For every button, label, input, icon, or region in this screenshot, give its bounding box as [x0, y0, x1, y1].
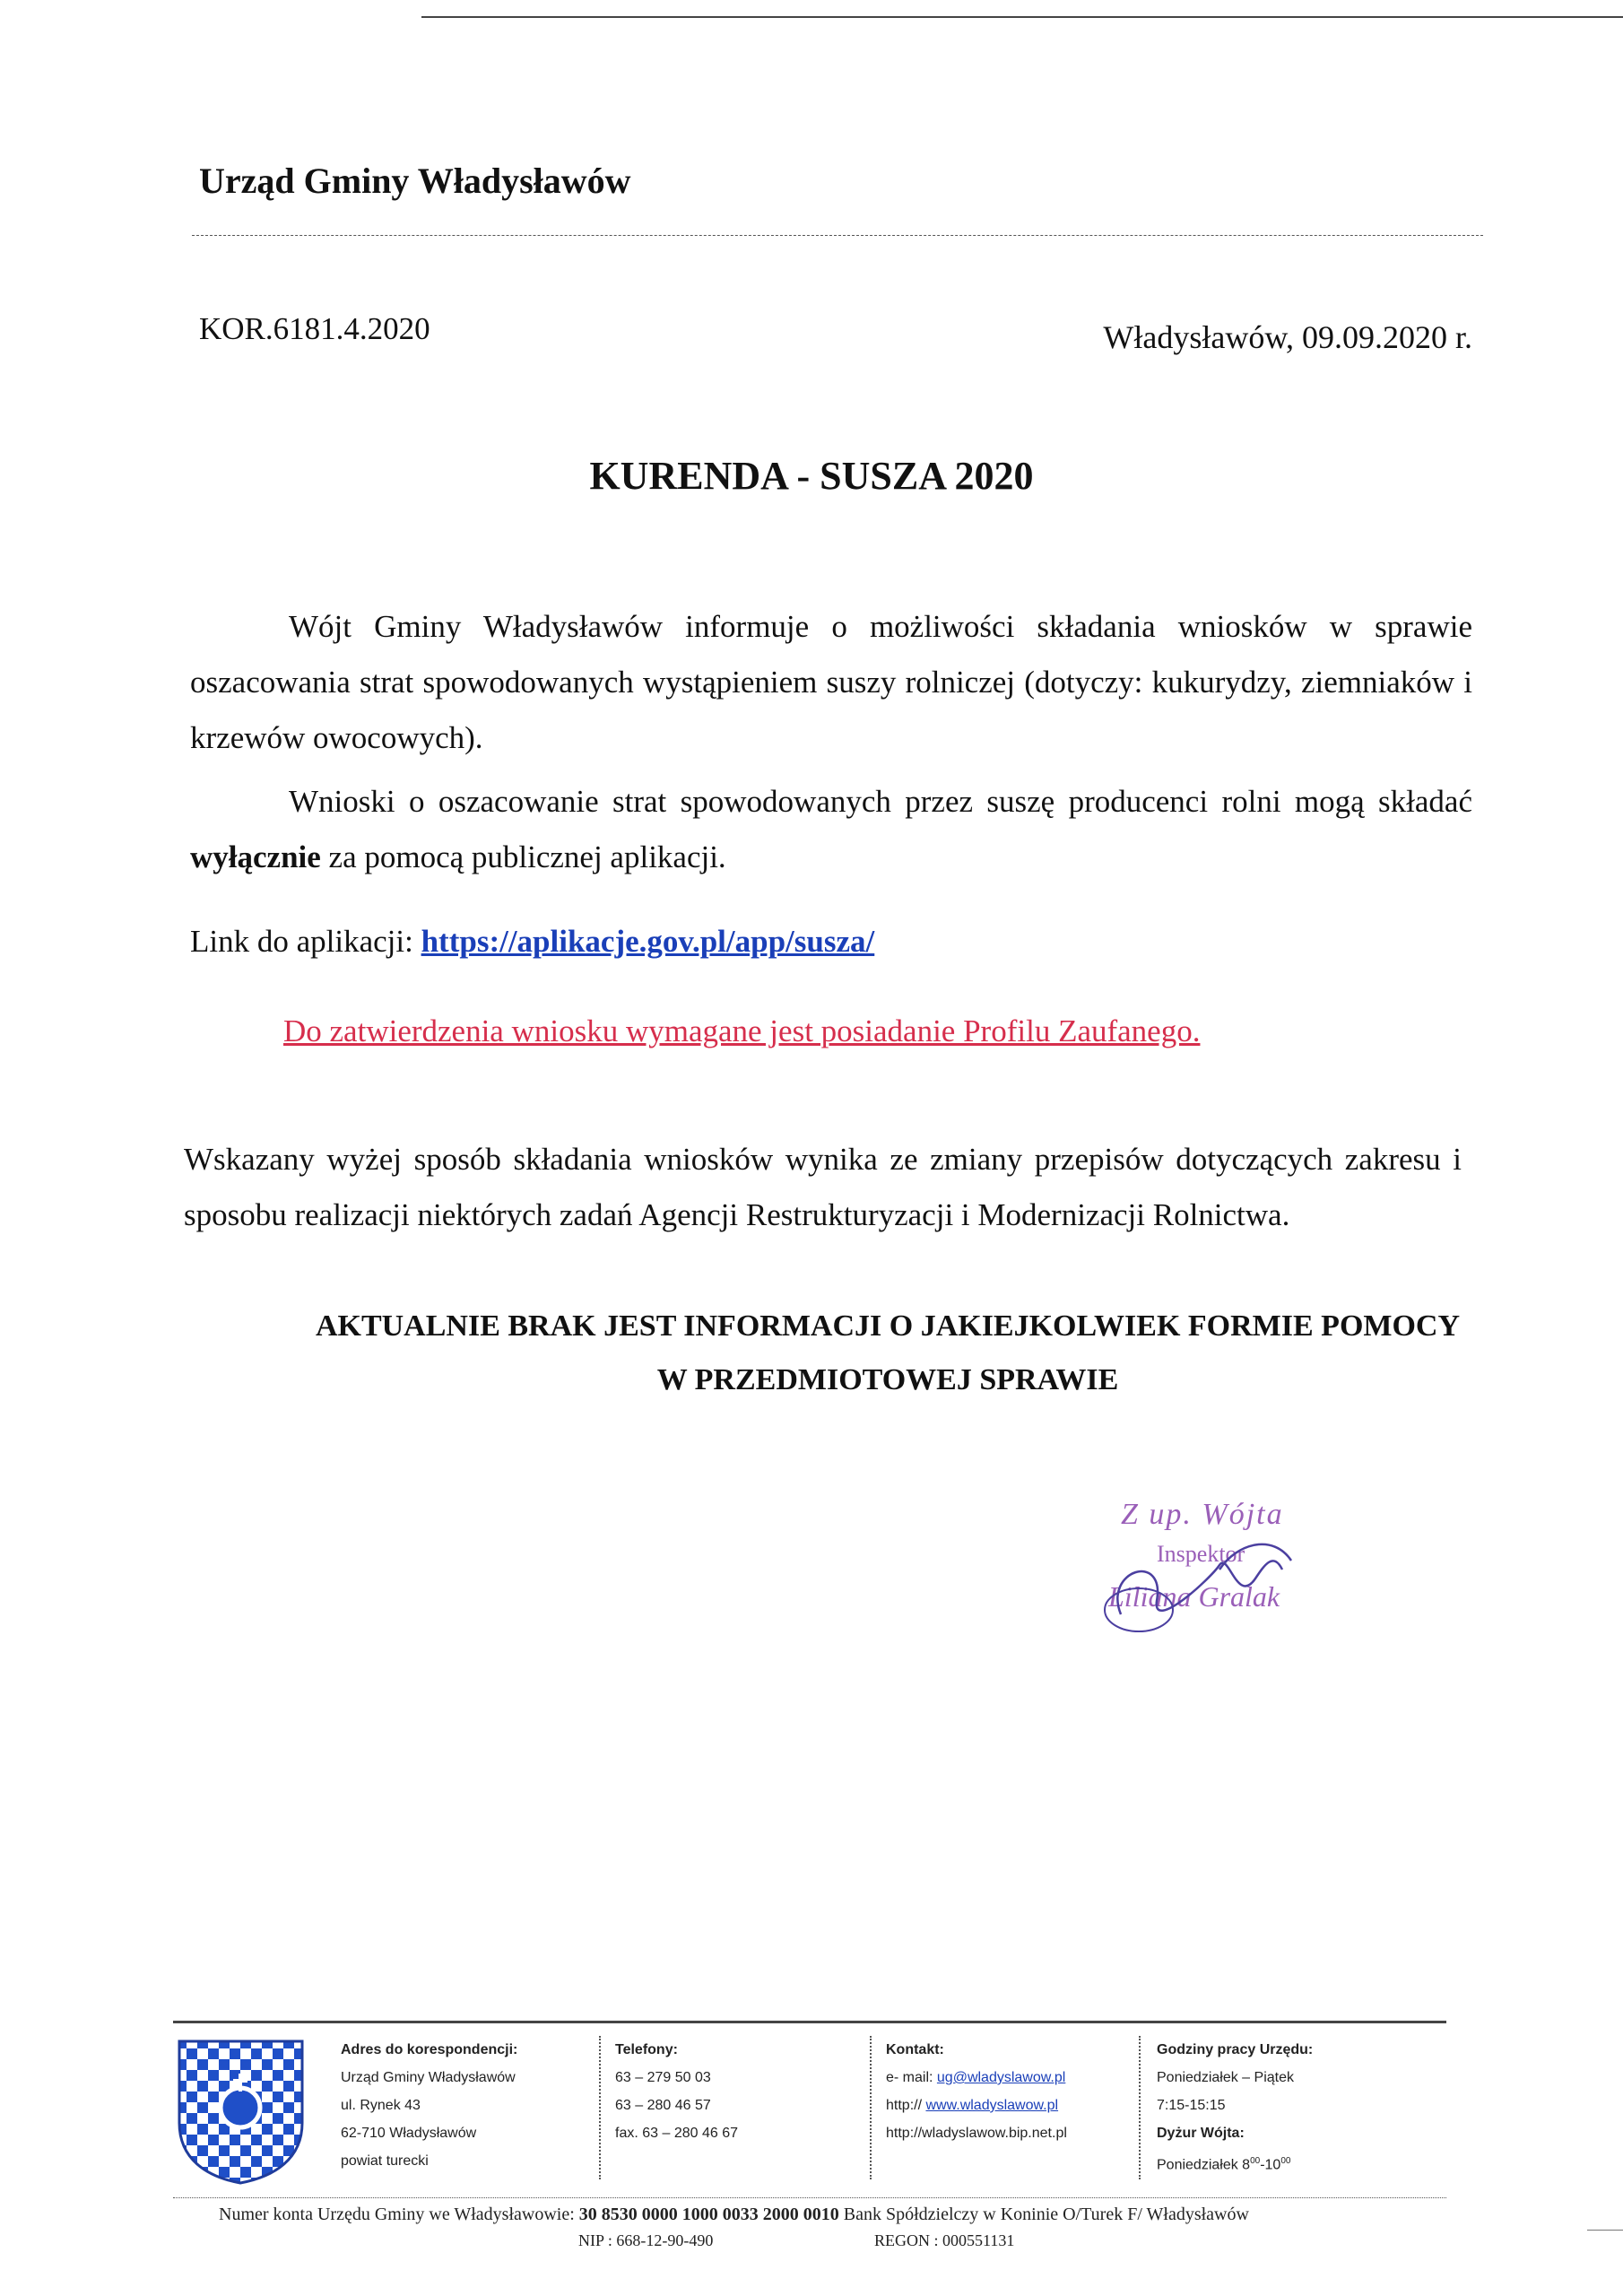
signature-stamp [1085, 1498, 1318, 1641]
stamp-line-1: Z up. Wójta [1121, 1498, 1284, 1531]
bank-prefix: Numer konta Urzędu Gminy we Władysławowie: [219, 2205, 579, 2224]
footer-top-rule [173, 2021, 1446, 2023]
website-link[interactable]: www.wladyslawow.pl [925, 2098, 1059, 2113]
www-label: http:// [886, 2098, 926, 2113]
caps-line-2: W PRZEDMIOTOWEJ SPRAWIE [656, 1363, 1119, 1396]
bip-link[interactable]: http://wladyslawow.bip.net.pl [886, 2126, 1067, 2141]
place-date: Władysławów, 09.09.2020 r. [1103, 319, 1472, 355]
duty-hours [1157, 2147, 1313, 2179]
paragraph-applications-end: za pomocą publicznej aplikacji. [320, 839, 726, 874]
bank-suffix: Bank Spółdzielczy w Koninie O/Turek F/ Władysławów [838, 2205, 1249, 2224]
email-link[interactable]: ug@wladyslawow.pl [936, 2070, 1066, 2085]
phone-line: 63 – 279 50 03 [615, 2070, 711, 2085]
footer-contact [886, 2036, 1067, 2147]
footer-separator-3 [1139, 2036, 1141, 2179]
document-title: KURENDA - SUSZA 2020 [589, 454, 1034, 498]
address-line: ul. Rynek 43 [341, 2098, 421, 2113]
footer-separator-1 [599, 2036, 601, 2179]
trusted-profile-notice: Do zatwierdzenia wniosku wymagane jest posiadanie Profilu Zaufanego. [283, 1013, 1201, 1048]
address-line: 62-710 Władysławów [341, 2126, 477, 2141]
municipality-crest-icon [176, 2038, 306, 2186]
phone-line: 63 – 280 46 57 [615, 2098, 711, 2113]
paragraph-intro: Wójt Gminy Władysławów informuje o możliwości składania wniosków w sprawie oszacowania strat spowodowanych wystąpieniem suszy rolniczej (dotyczy: kukurydzy, ziemniaków i krzewów owocowych). [190, 609, 1472, 755]
link-line [190, 924, 874, 960]
address-heading: Adres do korespondencji: [341, 2042, 518, 2057]
application-link[interactable]: https://aplikacje.gov.pl/app/susza/ [421, 924, 875, 959]
emphasis-exclusively: wyłącznie [190, 839, 321, 874]
footer-phones [615, 2036, 738, 2147]
duty-to-hour: -10 [1260, 2157, 1281, 2173]
stamp-line-2: Inspektor [1157, 1541, 1245, 1567]
duty-day: Poniedziałek 8 [1157, 2157, 1251, 2173]
address-line: Urząd Gminy Władysławów [341, 2070, 516, 2085]
contact-heading: Kontakt: [886, 2042, 944, 2057]
duty-from-minutes: 00 [1250, 2156, 1261, 2166]
paragraph-applications [190, 774, 1472, 885]
hours-days: Poniedziałek – Piątek [1157, 2070, 1294, 2085]
address-line: powiat turecki [341, 2153, 429, 2169]
footer-hours [1157, 2036, 1313, 2179]
hours-heading: Godziny pracy Urzędu: [1157, 2042, 1314, 2057]
caps-line-1: AKTUALNIE BRAK JEST INFORMACJI O JAKIEJKOLWIEK FORMIE POMOCY [315, 1309, 1461, 1343]
bank-account-number: 30 8530 0000 1000 0033 2000 0010 [578, 2205, 839, 2224]
header-divider [192, 235, 1483, 236]
hours-time: 7:15-15:15 [1157, 2098, 1226, 2113]
nip-number: NIP : 668-12-90-490 [578, 2231, 714, 2249]
handwritten-signature [1085, 1516, 1318, 1641]
duty-to-minutes: 00 [1280, 2156, 1291, 2166]
paragraph-regulations: Wskazany wyżej sposób składania wniosków wynika ze zmiany przepisów dotyczących zakresu i sposobu realizacji niektórych zadań Agencji Restrukturyzacji i Modernizacji Rolnictwa. [184, 1142, 1462, 1232]
email-label: e- mail: [886, 2070, 937, 2085]
paragraph-applications-start: Wnioski o oszacowanie strat spowodowanych przez suszę producenci rolni mogą składać [289, 784, 1472, 819]
phones-heading: Telefony: [615, 2042, 678, 2057]
top-rule [421, 16, 1623, 18]
stamp-line-3: Liliana Gralak [1108, 1580, 1280, 1613]
link-label: Link do aplikacji: [190, 924, 421, 959]
reference-number: KOR.6181.4.2020 [199, 311, 430, 346]
regon-number: REGON : 000551131 [874, 2231, 1015, 2249]
corner-mark [1587, 2230, 1623, 2231]
duty-heading: Dyżur Wójta: [1157, 2126, 1245, 2141]
footer-address [341, 2036, 517, 2175]
phone-line: fax. 63 – 280 46 67 [615, 2126, 738, 2141]
www-line [886, 2092, 1067, 2119]
footer-bottom-rule [173, 2197, 1446, 2198]
email-line [886, 2064, 1067, 2092]
footer-separator-2 [870, 2036, 872, 2179]
office-name: Urząd Gminy Władysławów [199, 161, 631, 201]
bank-account-line [219, 2205, 1249, 2225]
